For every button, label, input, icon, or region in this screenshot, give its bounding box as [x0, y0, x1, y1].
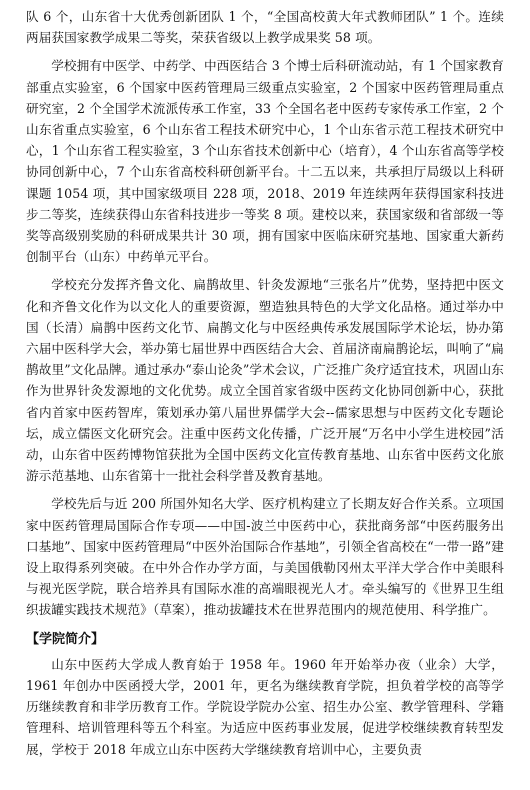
paragraph-college-intro: 山东中医药大学成人教育始于 1958 年。1960 年开始举办夜（业余）大学，1961 年创办中医函授大学，2001 年，更名为继续教育学院，担负着学校的高等学历继续教育和非学历教育工作。学院设学院办公室、招生办公室、教学管理科、学籍管理科、培训管理科等五个科室。为适应中医药事业发展，促进学校继续教育转型发展，学校于 2018 年成立山东中医药大学继续教育培训中心，主要负责: [26, 656, 504, 757]
paragraph-culture: 学校充分发挥齐鲁文化、扁鹊故里、针灸发源地“三张名片”优势，坚持把中医文化和齐鲁文化作为以文化人的重要资源，塑造独具特色的大学文化品格。通过举办中国（长清）扁鹊中医药文化节、扁鹊文化与中医经典传承发展国际学术论坛，协办第六届中医科学大会，举办第七届世界中西医结合大会、首届济南扁鹊论坛，叫响了“扁鹊故里”文化品牌。通过承办“泰山论灸”学术会议，广泛推广灸疗适宜技术，巩固山东作为世界针灸发源地的文化优势。成立全国首家省级中医药文化协同创新中心，获批省内首家中医药智库，策划承办第八届世界儒学大会--儒家思想与中医药文化专题论坛，成立儒医文化研究会。注重中医药文化传播，广泛开展“万名中小学生进校园”活动，山东省中医药博物馆获批为全国中医药文化宣传教育基地、山东省中医药文化旅游示范基地、山东省第十一批社会科学普及教育基地。: [26, 277, 504, 484]
paragraph-teaching-achievements: 队 6 个，山东省十大优秀创新团队 1 个，“全国高校黄大年式教师团队” 1 个。连续两届获国家教学成果二等奖，荣获省级以上教学成果奖 58 项。: [26, 9, 504, 46]
paragraph-research-platforms: 学校拥有中医学、中药学、中西医结合 3 个博士后科研流动站，有 1 个国家教育部重点实验室，6 个国家中医药管理局三级重点实验室，2 个国家中医药管理局重点研究室，2 个全国学术流派传承工作室，33 个全国名老中医药专家传承工作室，2 个山东省重点实验室，6 个山东省工程技术研究中心，1 个山东省示范工程技术研究中心，1 个山东省工程实验室，3 个山东省技术创新中心（培育），4 个山东省高等学校协同创新中心，7 个山东省高校科研创新平台。十二五以来，共承担厅局级以上科研课题 1054 项，其中国家级项目 228 项，2018、2019 年连续两年获得国家科技进步二等奖，连续获得山东省科技进步一等奖 8 项。建校以来，获国家级和省部级一等奖等高级别奖励的科研成果共计 30 项，拥有国家中医临床研究基地、国家重大新药创制平台（山东）中药单元平台。: [26, 58, 504, 265]
section-heading-college-intro: 【学院简介】: [26, 631, 105, 647]
paragraph-international-cooperation: 学校先后与近 200 所国外知名大学、医疗机构建立了长期友好合作关系。立项国家中医药管理局国际合作专项——中国-波兰中医药中心，获批商务部“中医药服务出口基地”、国家中医药管理局“中医外治国际合作基地”，引领全省高校在“一带一路”建设上取得系列突破。在中外合作办学方面，与美国俄勒冈州太平洋大学合作中美眼科与视光医学院，联合培养具有国际水准的高端眼视光人才。牵头编写的《世界卫生组织拔罐实践技术规范》（草案），推动拔罐技术在世界范围内的规范使用、科学推广。: [26, 496, 504, 618]
